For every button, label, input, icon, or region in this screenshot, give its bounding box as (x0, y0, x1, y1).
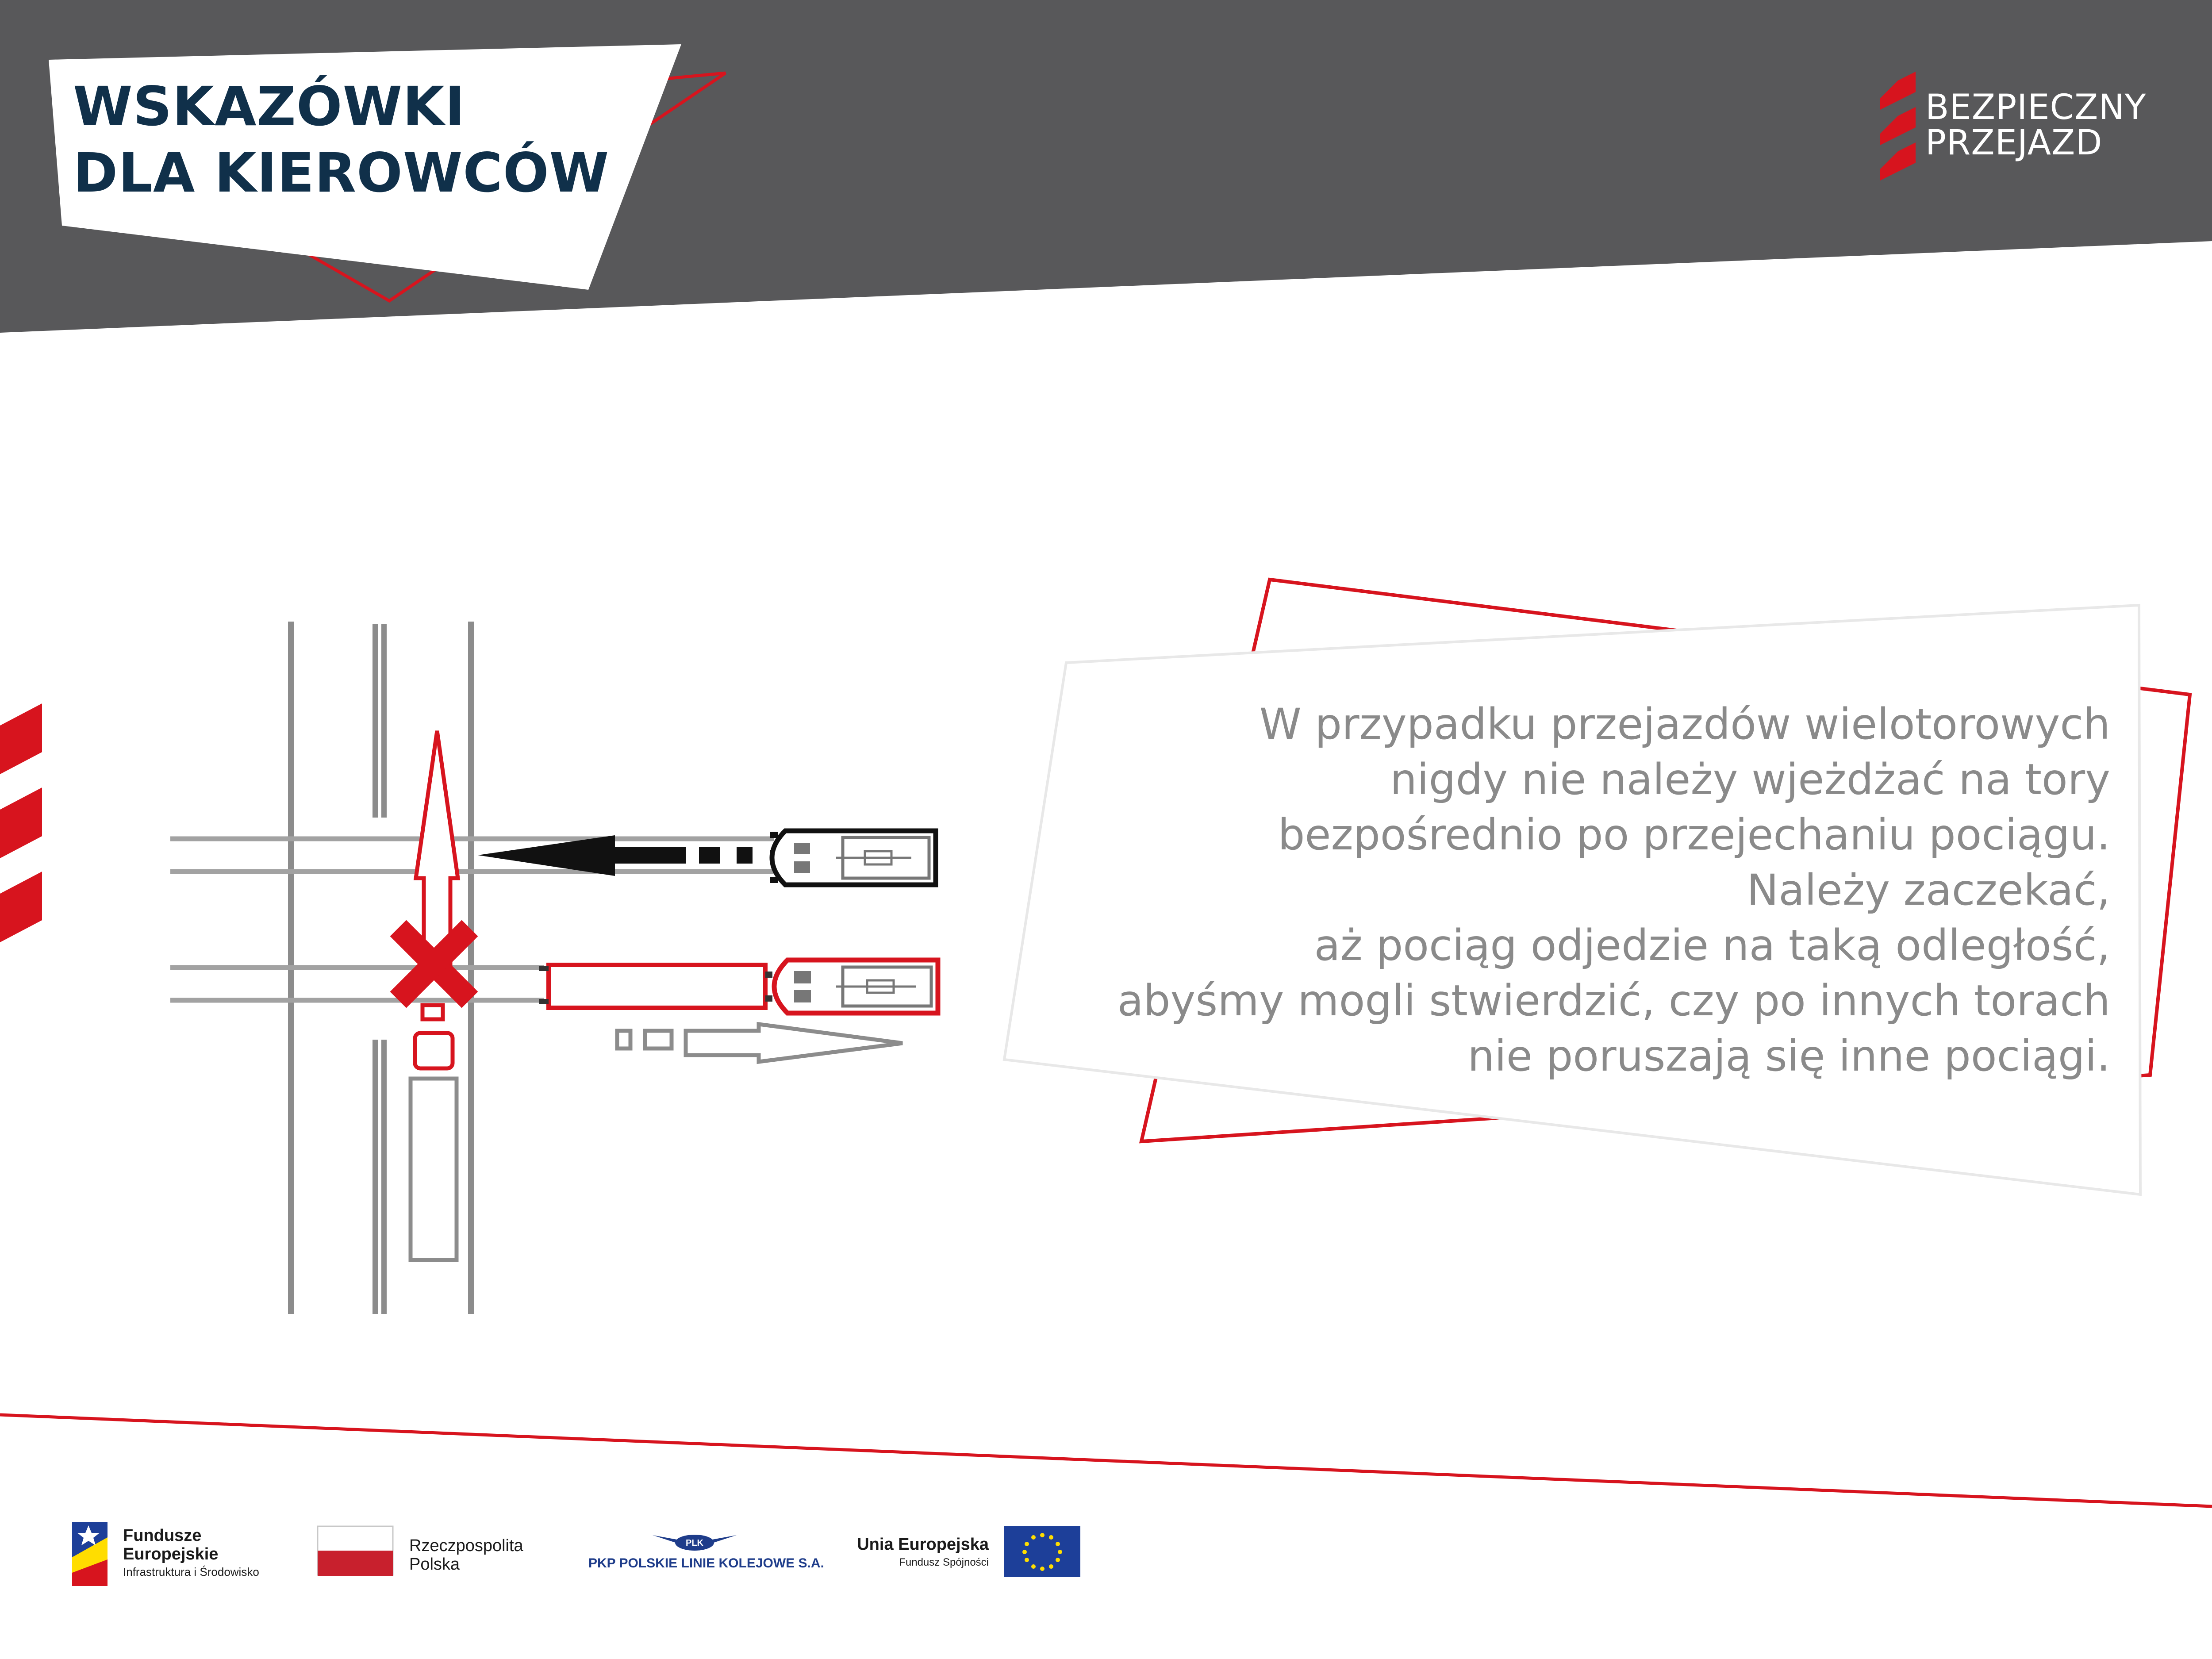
train-icon (539, 960, 938, 1013)
car-icon (411, 1005, 457, 1260)
info-line: aż pociąg odjedzie na taką odległość, (1314, 921, 2110, 970)
fundusze-program: Infrastruktura i Środowisko (123, 1565, 259, 1578)
page-title-line-1: WSKAZÓWKI (73, 75, 466, 138)
rp-name-line-1: Rzeczpospolita (409, 1536, 523, 1555)
brand-name-line-2: PRZEJAZD (1925, 123, 2103, 163)
plk-name: PKP POLSKIE LINIE KOLEJOWE S.A. (588, 1556, 824, 1571)
page-title-line-2: DLA KIEROWCÓW (73, 142, 610, 204)
eu-flag-icon (1004, 1526, 1080, 1577)
arrow-right-icon (617, 1024, 902, 1062)
fundusze-logo (72, 1522, 108, 1586)
info-line: Należy zaczekać, (1747, 865, 2110, 915)
info-text (1040, 697, 2110, 1084)
rp-name-line-2: Polska (409, 1555, 460, 1574)
footer-divider (0, 1415, 2212, 1506)
polish-flag-icon (318, 1526, 393, 1576)
track-lower (170, 968, 544, 1000)
info-line: W przypadku przejazdów wielotorowych (1259, 699, 2110, 749)
info-line: nigdy nie należy wjeżdżać na tory (1390, 755, 2110, 804)
fundusze-name-line-2: Europejskie (123, 1545, 219, 1563)
crossing-diagram (170, 622, 938, 1314)
info-line: abyśmy mogli stwierdzić, czy po innych torach (1117, 976, 2110, 1025)
ue-fund: Fundusz Spójności (899, 1556, 989, 1568)
info-line: bezpośrednio po przejechaniu pociągu. (1278, 810, 2110, 860)
plk-emblem-text: PLK (686, 1538, 703, 1548)
brand-name-line-1: BEZPIECZNY (1925, 88, 2147, 127)
ue-name: Unia Europejska (857, 1535, 989, 1554)
info-line: nie poruszają się inne pociągi. (1467, 1031, 2110, 1081)
warning-stripes-icon (0, 703, 42, 942)
fundusze-name-line-1: Fundusze (123, 1526, 202, 1545)
plk-emblem (653, 1535, 737, 1551)
